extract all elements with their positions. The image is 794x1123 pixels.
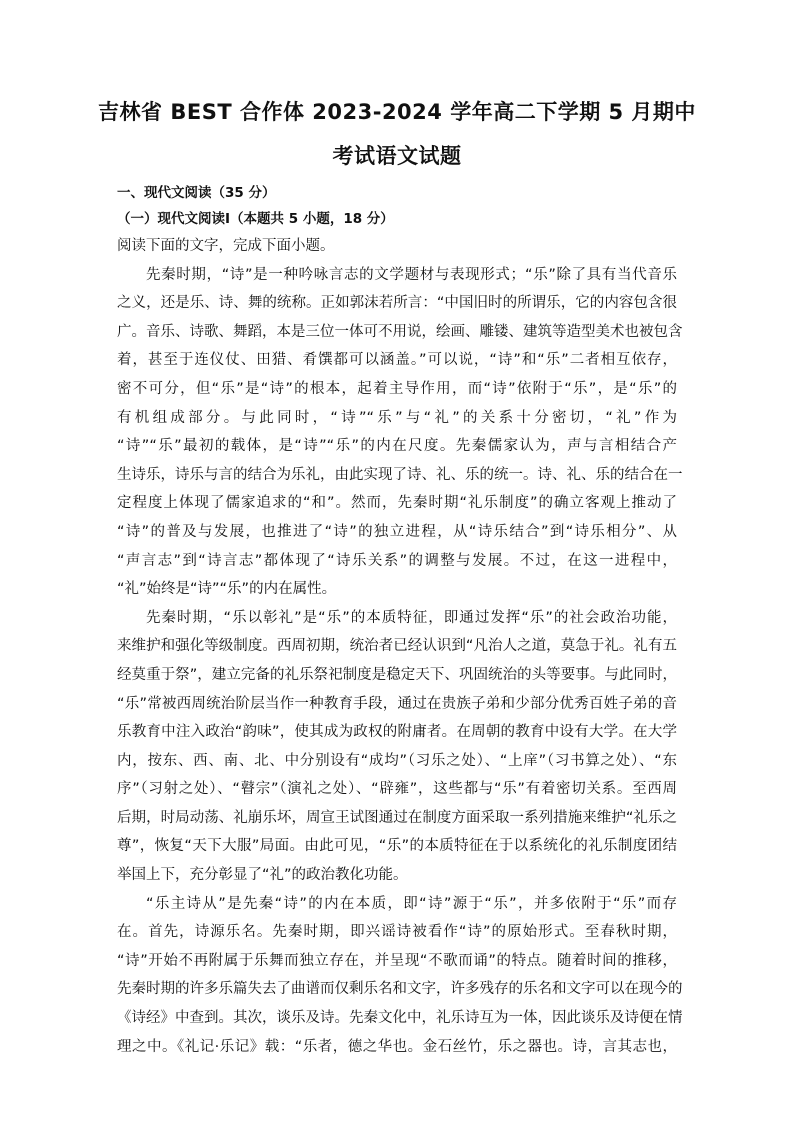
text-line: 生诗乐，诗乐与言的结合为乐礼，由此实现了诗、礼、乐的统一。诗、礼、乐的结合在一 xyxy=(117,466,683,483)
text-line: 定程度上体现了儒家追求的“和”。然而，先秦时期“礼乐制度”的确立客观上推动了 xyxy=(117,495,677,512)
text-line: 内，按东、西、南、北、中分别设有“成均”（习乐之处）、“上庠”（习书算之处）、“东 xyxy=(117,752,677,769)
text-line: “诗”开始不再附属于乐舞而独立存在，并呈现“不歌而诵”的特点。随着时间的推移， xyxy=(117,952,677,969)
text-line: “礼”始终是“诗”“乐”的内在属性。 xyxy=(117,581,337,598)
text-line: 在。首先，诗源乐名。先秦时期，即兴谣诗被看作“诗”的原始形式。至春秋时期， xyxy=(117,924,677,941)
document-title-line-2: 考试语文试题 xyxy=(332,144,462,168)
text-line: “乐主诗从”是先秦“诗”的内在本质，即“诗”源于“乐”，并多依附于“乐”而存 xyxy=(146,895,677,912)
text-line: 乐教育中注入政治“韵味”，使其成为政权的附庸者。在周朝的教育中设有大学。在大学 xyxy=(117,724,677,741)
text-line: 举国上下，充分彰显了“礼”的政治教化功能。 xyxy=(117,867,408,884)
text-line: 序”（习射之处）、“瞽宗”（演礼之处）、“辟雍”，这些都与“乐”有着密切关系。至西周 xyxy=(117,781,677,798)
subsection-heading: （一）现代文阅读Ⅰ（本题共 5 小题，18 分） xyxy=(117,211,394,227)
paragraph-1 xyxy=(117,261,683,604)
text-line: 尊”，恢复“天下大服”局面。由此可见，“乐”的本质特征在于以系统化的礼乐制度团结 xyxy=(117,838,677,855)
paragraph-2 xyxy=(117,604,677,890)
text-line: 密不可分，但“乐”是“诗”的根本，起着主导作用，而“诗”依附于“乐”，是“乐”的 xyxy=(117,380,677,397)
text-line: 《诗经》中查到。其次，谈乐及诗。先秦文化中，礼乐诗互为一体，因此谈乐及诗便在情 xyxy=(117,1010,683,1027)
document-body xyxy=(117,180,683,1061)
text-line: “声言志”到“诗言志”都体现了“诗乐关系”的调整与发展。不过，在这一进程中， xyxy=(117,552,677,569)
text-line: 有机组成部分。与此同时，“诗”“乐”与“礼”的关系十分密切，“礼”作为 xyxy=(117,409,677,426)
text-line: 着，甚至于连仪仗、田猎、肴馔都可以涵盖。”可以说，“诗”和“乐”二者相互依存， xyxy=(117,352,677,369)
text-line: “诗”的普及与发展，也推进了“诗”的独立进程，从“诗乐结合”到“诗乐相分”、从 xyxy=(117,523,677,540)
text-line: “乐”常被西周统治阶层当作一种教育手段，通过在贵族子弟和少部分优秀百姓子弟的音 xyxy=(117,695,677,712)
text-line: 经莫重于祭”，建立完备的礼乐祭祀制度是稳定天下、巩固统治的头等要事。与此同时， xyxy=(117,666,677,683)
document-title-line-1: 吉林省 BEST 合作体 2023-2024 学年高二下学期 5 月期中 xyxy=(98,100,696,124)
text-line: 先秦时期的许多乐篇失去了曲谱而仅剩乐名和文字，许多残存的乐名和文字可以在现今的 xyxy=(117,981,683,998)
paragraph-3 xyxy=(117,890,683,1062)
text-line: 广。音乐、诗歌、舞蹈，本是三位一体可不用说，绘画、雕镂、建筑等造型美术也被包含 xyxy=(117,323,683,340)
text-line: 理之中。《礼记·乐记》载：“乐者，德之华也。金石丝竹，乐之器也。诗，言其志也， xyxy=(117,1038,677,1055)
section-heading: 一、现代文阅读（35 分） xyxy=(117,185,276,201)
text-line: 先秦时期，“诗”是一种吟咏言志的文学题材与表现形式；“乐”除了具有当代音乐 xyxy=(146,266,677,283)
text-line: 之义，还是乐、诗、舞的统称。正如郭沫若所言：“中国旧时的所谓乐，它的内容包含很 xyxy=(117,295,677,312)
text-line: “诗”“乐”最初的载体，是“诗”“乐”的内在尺度。先秦儒家认为，声与言相结合产 xyxy=(117,438,677,455)
instruction-text: 阅读下面的文字，完成下面小题。 xyxy=(117,238,335,254)
text-line: 后期，时局动荡、礼崩乐坏，周宣王试图通过在制度方面采取一系列措施来维护“礼乐之 xyxy=(117,809,677,826)
text-line: 先秦时期，“乐以彰礼”是“乐”的本质特征，即通过发挥“乐”的社会政治功能， xyxy=(146,609,677,626)
text-line: 来维护和强化等级制度。西周初期，统治者已经认识到“凡治人之道，莫急于礼。礼有五 xyxy=(117,638,677,655)
